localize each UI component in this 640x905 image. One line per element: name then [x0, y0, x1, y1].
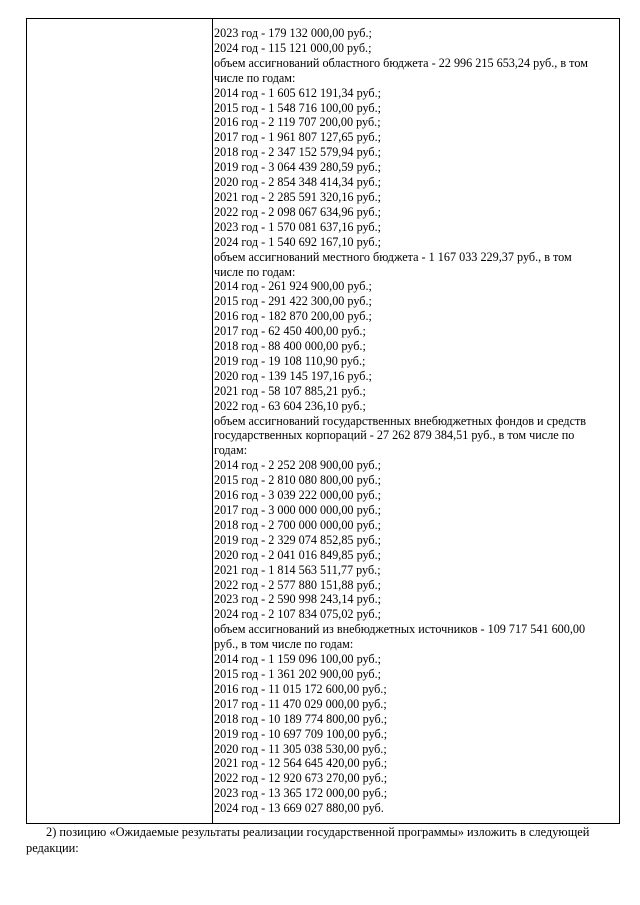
funding-line: 2021 год - 12 564 645 420,00 руб.;: [214, 756, 388, 771]
funding-line: числе по годам:: [214, 264, 296, 279]
funding-line: объем ассигнований местного бюджета - 1 167 033 229,37 руб., в том: [214, 249, 572, 264]
funding-line: 2015 год - 1 361 202 900,00 руб.;: [214, 666, 382, 681]
funding-line: 2023 год - 179 132 000,00 руб.;: [214, 26, 372, 40]
funding-table: [26, 18, 620, 824]
funding-line: 2020 год - 2 854 348 414,34 руб.;: [214, 175, 382, 190]
funding-line: 2017 год - 11 470 029 000,00 руб.;: [214, 696, 387, 711]
funding-line: 2018 год - 88 400 000,00 руб.;: [214, 339, 366, 354]
funding-line: 2021 год - 1 814 563 511,77 руб.;: [214, 562, 381, 577]
funding-line: 2016 год - 182 870 200,00 руб.;: [214, 309, 372, 324]
funding-line: 2017 год - 1 961 807 127,65 руб.;: [214, 130, 382, 145]
funding-line: 2015 год - 1 548 716 100,00 руб.;: [214, 100, 382, 115]
funding-line: 2022 год - 2 098 067 634,96 руб.;: [214, 204, 382, 219]
funding-line: 2020 год - 139 145 197,16 руб.;: [214, 368, 372, 383]
funding-line: 2022 год - 2 577 880 151,88 руб.;: [214, 577, 382, 592]
funding-line: годам:: [214, 443, 248, 458]
funding-line: руб., в том числе по годам:: [214, 637, 354, 652]
funding-line: 2023 год - 2 590 998 243,14 руб.;: [214, 592, 382, 607]
funding-line: 2020 год - 11 305 038 530,00 руб.;: [214, 741, 387, 756]
funding-line: 2016 год - 3 039 222 000,00 руб.;: [214, 488, 382, 503]
amendment-paragraph: 2) позицию «Ожидаемые результаты реализации государственной программы» изложить в следующей редакции:: [26, 825, 590, 855]
funding-line: 2022 год - 63 604 236,10 руб.;: [214, 398, 366, 413]
funding-line: 2015 год - 291 422 300,00 руб.;: [214, 294, 372, 309]
funding-line: 2019 год - 2 329 074 852,85 руб.;: [214, 532, 382, 547]
funding-line: 2021 год - 2 285 591 320,16 руб.;: [214, 189, 382, 204]
table-left-cell: [27, 19, 213, 823]
funding-line: 2014 год - 2 252 208 900,00 руб.;: [214, 458, 382, 473]
funding-line: 2023 год - 1 570 081 637,16 руб.;: [214, 219, 382, 234]
funding-line: 2019 год - 10 697 709 100,00 руб.;: [214, 726, 388, 741]
funding-line: 2016 год - 11 015 172 600,00 руб.;: [214, 681, 387, 696]
funding-line: 2018 год - 2 700 000 000,00 руб.;: [214, 517, 382, 532]
funding-line: 2019 год - 3 064 439 280,59 руб.;: [214, 160, 382, 175]
funding-line: 2018 год - 10 189 774 800,00 руб.;: [214, 711, 388, 726]
funding-line: 2024 год - 1 540 692 167,10 руб.;: [214, 234, 382, 249]
funding-line: 2018 год - 2 347 152 579,94 руб.;: [214, 145, 382, 160]
funding-line: 2019 год - 19 108 110,90 руб.;: [214, 353, 366, 368]
funding-line: 2014 год - 1 159 096 100,00 руб.;: [214, 652, 382, 667]
funding-line: объем ассигнований государственных внебюджетных фондов и средств: [214, 413, 587, 428]
funding-line: 2021 год - 58 107 885,21 руб.;: [214, 383, 366, 398]
funding-line: 2023 год - 13 365 172 000,00 руб.;: [214, 786, 388, 801]
funding-line: 2024 год - 2 107 834 075,02 руб.;: [214, 607, 382, 622]
funding-line: 2024 год - 115 121 000,00 руб.;: [214, 40, 372, 55]
funding-line: 2017 год - 62 450 400,00 руб.;: [214, 324, 366, 339]
funding-line: 2016 год - 2 119 707 200,00 руб.;: [214, 115, 381, 130]
funding-line: 2015 год - 2 810 080 800,00 руб.;: [214, 473, 382, 488]
funding-line: 2014 год - 261 924 900,00 руб.;: [214, 279, 372, 294]
table-right-cell: [214, 26, 615, 816]
funding-line: 2024 год - 13 669 027 880,00 руб.: [214, 801, 384, 816]
funding-line: числе по годам:: [214, 70, 296, 85]
funding-line: 2017 год - 3 000 000 000,00 руб.;: [214, 503, 382, 517]
funding-line: 2020 год - 2 041 016 849,85 руб.;: [214, 547, 382, 562]
funding-line: объем ассигнований областного бюджета - 22 996 215 653,24 руб., в том: [214, 55, 588, 70]
funding-line: государственных корпораций - 27 262 879 384,51 руб., в том числе по: [214, 428, 575, 443]
funding-line: 2022 год - 12 920 673 270,00 руб.;: [214, 771, 388, 786]
funding-line: 2014 год - 1 605 612 191,34 руб.;: [214, 85, 382, 100]
funding-line: объем ассигнований из внебюджетных источников - 109 717 541 600,00: [214, 622, 586, 637]
